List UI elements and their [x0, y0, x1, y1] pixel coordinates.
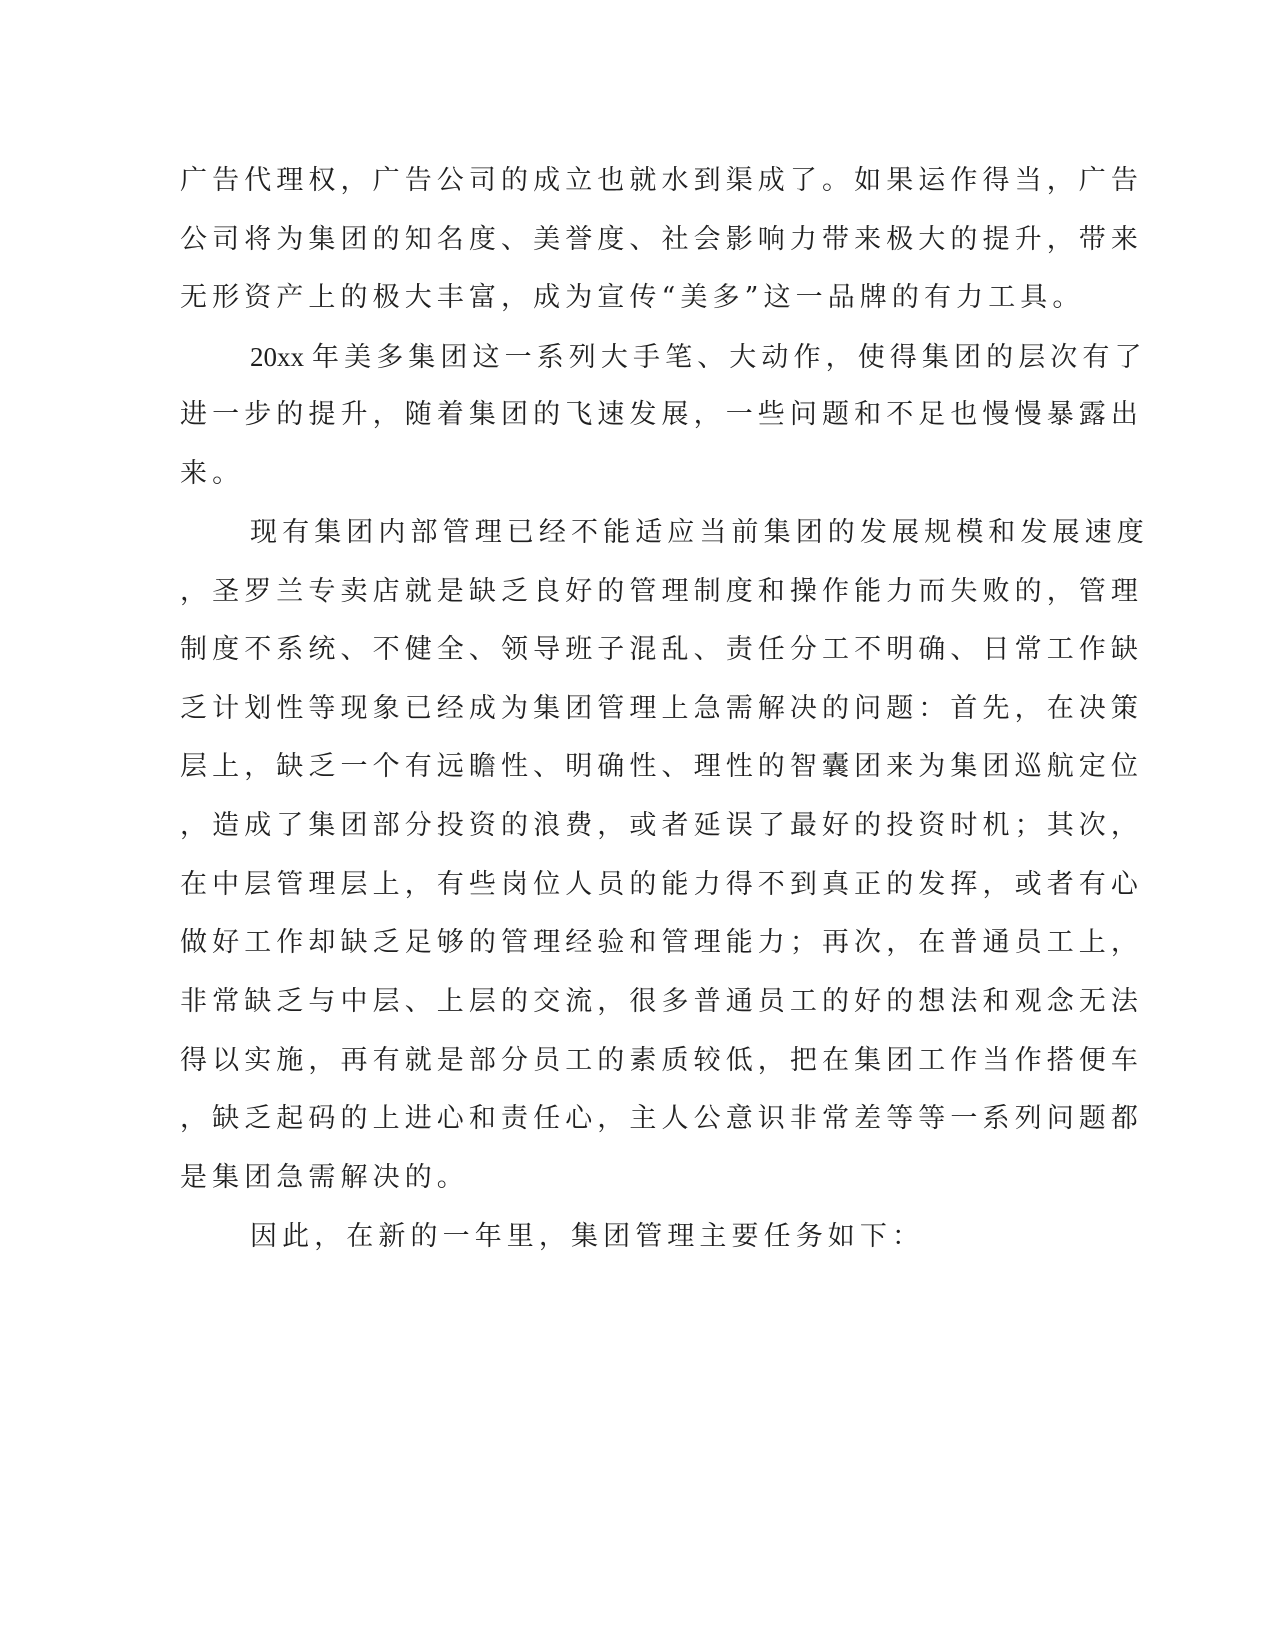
paragraph-3-line-1: 现有集团内部管理已经不能适应当前集团的发展规模和发展速度: [250, 517, 1149, 548]
paragraph-3-line-11: ，缺乏起码的上进心和责任心，主人公意识非常差等等一系列问题都: [180, 1103, 1143, 1134]
paragraph-3-line-6: ，造成了集团部分投资的浪费，或者延误了最好的投资时机；其次，: [180, 810, 1143, 841]
paragraph-2-line-3: 来。: [180, 458, 245, 489]
paragraph-2-line-2: 进一步的提升，随着集团的飞速发展，一些问题和不足也慢慢暴露出: [180, 399, 1143, 430]
paragraph-2-line-1: [250, 339, 1147, 376]
paragraph-1-line-2: 公司将为集团的知名度、美誉度、社会影响力带来极大的提升，带来: [180, 224, 1143, 255]
paragraph-2-year: 20xx: [250, 342, 304, 372]
paragraph-1-line-3: 无形资产上的极大丰富，成为宣传“美多”这一品牌的有力工具。: [180, 282, 1085, 313]
paragraph-3-line-2: ，圣罗兰专卖店就是缺乏良好的管理制度和操作能力而失败的，管理: [180, 576, 1143, 607]
paragraph-3-line-8: 做好工作却缺乏足够的管理经验和管理能力；再次，在普通员工上，: [180, 927, 1143, 958]
paragraph-3-line-3: 制度不系统、不健全、领导班子混乱、责任分工不明确、日常工作缺: [180, 634, 1143, 665]
paragraph-4-line-1: 因此，在新的一年里，集团管理主要任务如下：: [250, 1221, 925, 1252]
paragraph-3-line-12: 是集团急需解决的。: [180, 1162, 469, 1193]
paragraph-3-line-5: 层上，缺乏一个有远瞻性、明确性、理性的智囊团来为集团巡航定位: [180, 751, 1143, 782]
paragraph-3-line-9: 非常缺乏与中层、上层的交流，很多普通员工的好的想法和观念无法: [180, 986, 1143, 1017]
paragraph-2-line-1-text: 年美多集团这一系列大手笔、大动作，使得集团的层次有了: [312, 342, 1147, 373]
paragraph-3-line-10: 得以实施，再有就是部分员工的素质较低，把在集团工作当作搭便车: [180, 1045, 1143, 1076]
paragraph-3-line-7: 在中层管理层上，有些岗位人员的能力得不到真正的发挥，或者有心: [180, 869, 1143, 900]
paragraph-3-line-4: 乏计划性等现象已经成为集团管理上急需解决的问题：首先，在决策: [180, 693, 1143, 724]
paragraph-1-line-1: 广告代理权，广告公司的成立也就水到渠成了。如果运作得当，广告: [180, 165, 1143, 196]
